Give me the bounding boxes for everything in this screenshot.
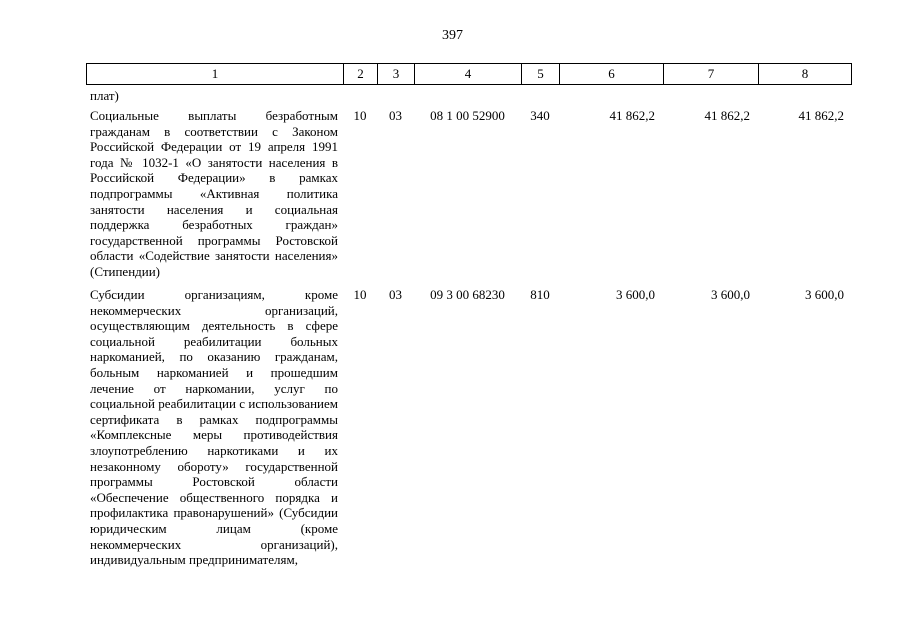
header-col-8: 8 <box>759 64 852 85</box>
header-col-5: 5 <box>522 64 560 85</box>
header-col-3: 3 <box>378 64 415 85</box>
header-col-1: 1 <box>87 64 344 85</box>
row-rz: 10 <box>353 287 367 302</box>
row-pr: 03 <box>389 108 402 123</box>
row-sum-3: 3 600,0 <box>805 287 844 302</box>
continuation-text: плат) <box>90 88 119 103</box>
row-sum-3: 41 862,2 <box>798 108 844 123</box>
header-col-7: 7 <box>664 64 759 85</box>
row-sum-1: 3 600,0 <box>616 287 655 302</box>
row-description: Социальные выплаты безработным гражданам в соответствии с Законом Российской Федерации от 19 апреля 1991 года № 1032-1 «О занятости населения в Российской Федерации» в рамках подпрограммы «Активная политика занятости населения и социальная поддержка безработных граждан» государственной программы Ростовской области «Содействие занятости населения» (Стипендии) <box>90 108 338 279</box>
header-col-4: 4 <box>415 64 522 85</box>
row-sum-2: 3 600,0 <box>711 287 750 302</box>
row-vr: 810 <box>530 287 550 302</box>
page-number: 397 <box>442 28 463 43</box>
row-vr: 340 <box>530 108 550 123</box>
row-description: Субсидии организациям, кроме некоммерческих организаций, осуществляющим деятельность в сфере социальной реабилитации больных наркоманией, по оказанию гражданам, больным наркоманией и прошедшим лечение от наркомании, услуг по социальной реабилитации с использованием сертификата в рамках подпрограммы «Комплексные меры противодействия злоупотреблению наркотиками и их незаконному обороту» государственной программы Ростовской области «Обеспечение общественного порядка и профилактика правонарушений» (Субсидии юридическим лицам (кроме некоммерческих организаций), индивидуальным предпринимателям, <box>90 287 338 568</box>
row-rz: 10 <box>353 108 367 123</box>
row-sum-1: 41 862,2 <box>609 108 655 123</box>
header-col-6: 6 <box>560 64 664 85</box>
row-csr: 08 1 00 52900 <box>430 108 505 123</box>
header-col-2: 2 <box>344 64 378 85</box>
row-pr: 03 <box>389 287 402 302</box>
row-sum-2: 41 862,2 <box>704 108 750 123</box>
row-csr: 09 3 00 68230 <box>430 287 505 302</box>
table-header <box>86 63 852 85</box>
